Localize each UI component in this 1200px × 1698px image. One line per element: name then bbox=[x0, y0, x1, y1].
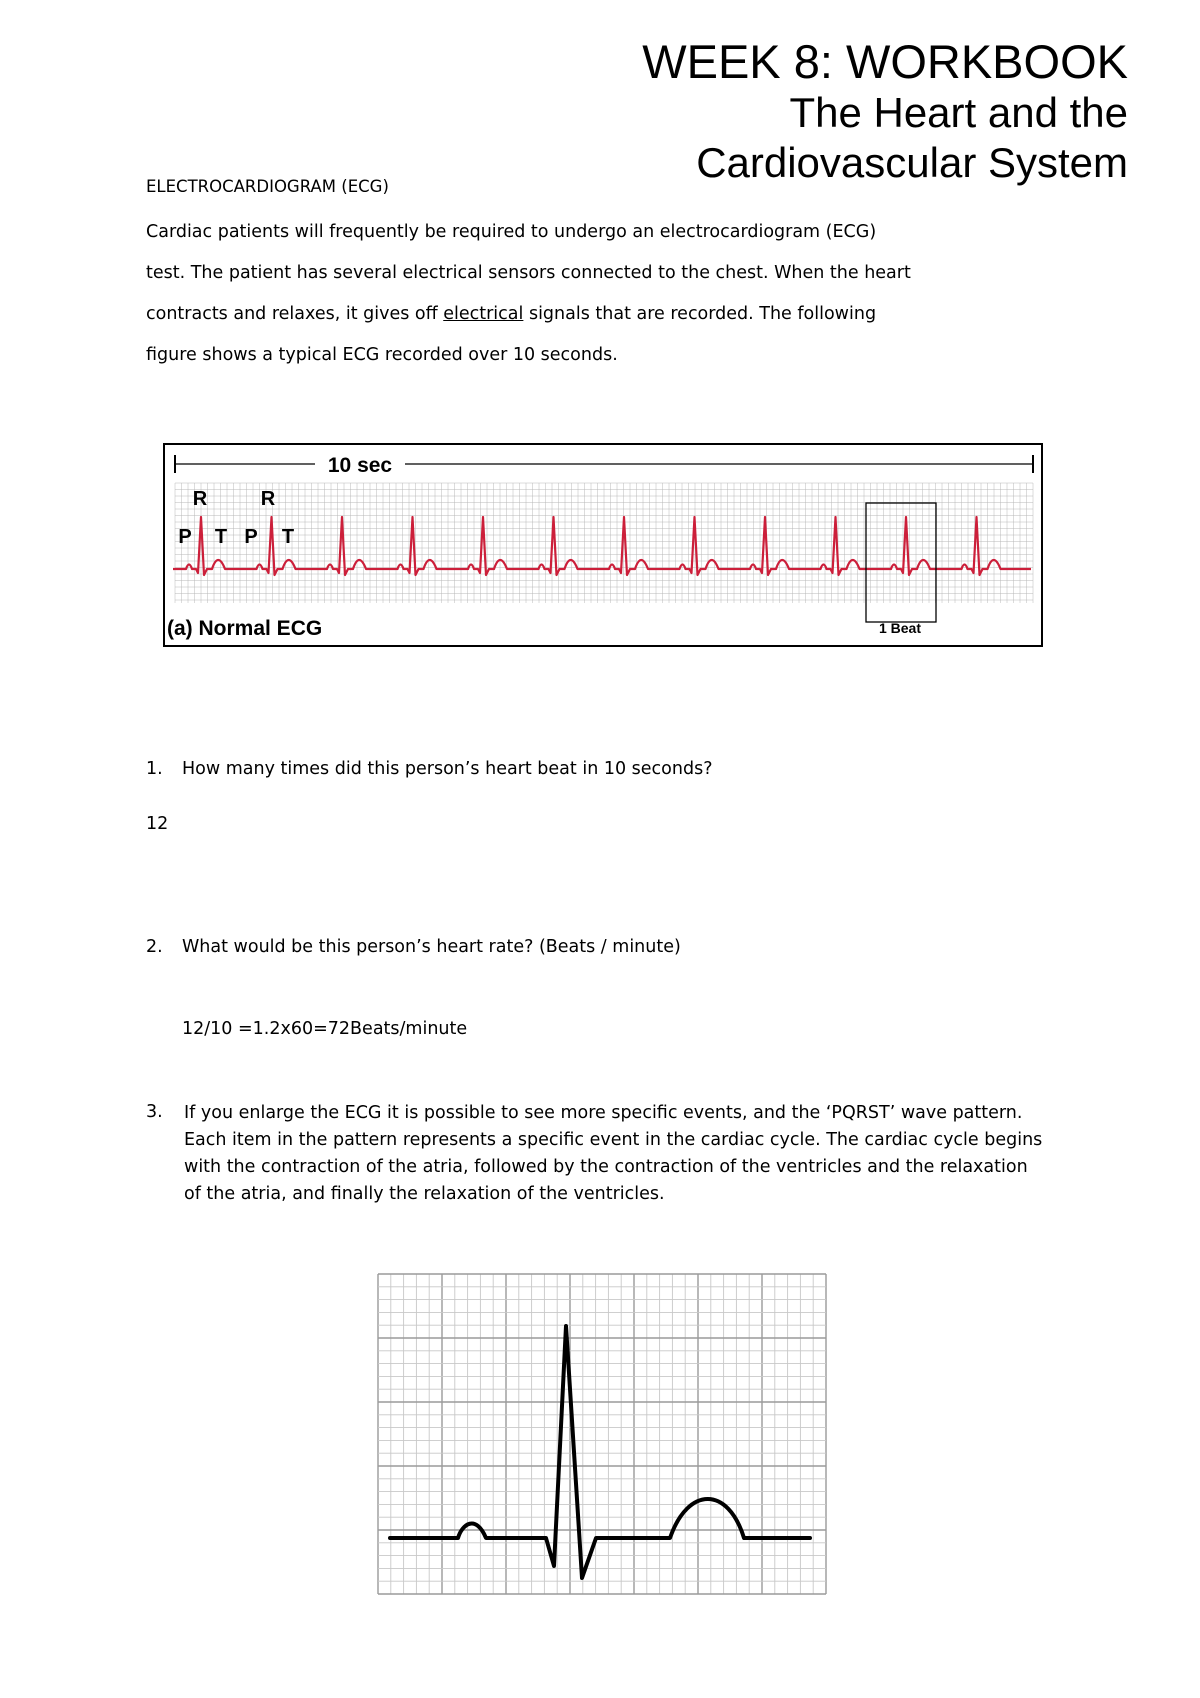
p-wave-label: P bbox=[178, 526, 192, 548]
underlined-term: electrical bbox=[443, 304, 524, 324]
ecg-trace bbox=[173, 517, 1031, 575]
title-topic-1: The Heart and the bbox=[789, 89, 1128, 136]
question-text: How many times did this person’s heart beat in 10 seconds? bbox=[182, 759, 713, 779]
question-line: of the atria, and finally the relaxation of the ventricles. bbox=[184, 1184, 665, 1204]
title-topic-2: Cardiovascular System bbox=[696, 139, 1128, 186]
p-wave-label: P bbox=[244, 526, 258, 548]
r-wave-label: R bbox=[192, 488, 208, 510]
intro-line: figure shows a typical ECG recorded over 10 seconds. bbox=[146, 345, 618, 365]
intro-text: signals that are recorded. The following bbox=[523, 304, 877, 324]
title-week: WEEK 8: WORKBOOK bbox=[642, 35, 1128, 88]
r-wave-label: R bbox=[260, 488, 276, 510]
intro-line bbox=[146, 304, 1066, 345]
section-heading: ELECTROCARDIOGRAM (ECG) bbox=[146, 177, 389, 196]
answer-1: 12 bbox=[146, 814, 169, 834]
intro-line: test. The patient has several electrical sensors connected to the chest. When the heart bbox=[146, 263, 911, 283]
t-wave-label: T bbox=[214, 526, 228, 548]
duration-label: 10 sec bbox=[327, 454, 393, 477]
question-number: 2. bbox=[146, 937, 163, 957]
answer-2: 12/10 =1.2x60=72Beats/minute bbox=[182, 1019, 468, 1039]
question-line: Each item in the pattern represents a specific event in the cardiac cycle. The cardiac cycle begins bbox=[184, 1130, 1043, 1150]
question-number: 3. bbox=[146, 1102, 163, 1122]
ecg-rhythm-strip-figure bbox=[163, 443, 1043, 647]
question-2 bbox=[146, 937, 681, 957]
intro-line: Cardiac patients will frequently be required to undergo an electrocardiogram (ECG) bbox=[146, 222, 877, 242]
question-line: If you enlarge the ECG it is possible to see more specific events, and the ‘PQRST’ wave pattern. bbox=[184, 1103, 1023, 1123]
ecg-strip-svg bbox=[165, 445, 1040, 644]
question-line: with the contraction of the atria, followed by the contraction of the ventricles and the relaxation bbox=[184, 1157, 1028, 1177]
pqrst-waveform-figure bbox=[370, 1266, 840, 1598]
one-beat-label: 1 Beat bbox=[878, 620, 922, 636]
figure-caption: (a) Normal ECG bbox=[167, 617, 323, 640]
question-text: What would be this person’s heart rate? (Beats / minute) bbox=[182, 937, 681, 957]
intro-text: contracts and relaxes, it gives off bbox=[146, 304, 444, 324]
pqrst-grid bbox=[378, 1274, 826, 1594]
intro-paragraph bbox=[146, 222, 1066, 386]
question-number: 1. bbox=[146, 759, 163, 779]
pqrst-svg bbox=[370, 1266, 840, 1598]
t-wave-label: T bbox=[281, 526, 295, 548]
question-1 bbox=[146, 759, 713, 779]
document-title bbox=[642, 36, 1128, 188]
